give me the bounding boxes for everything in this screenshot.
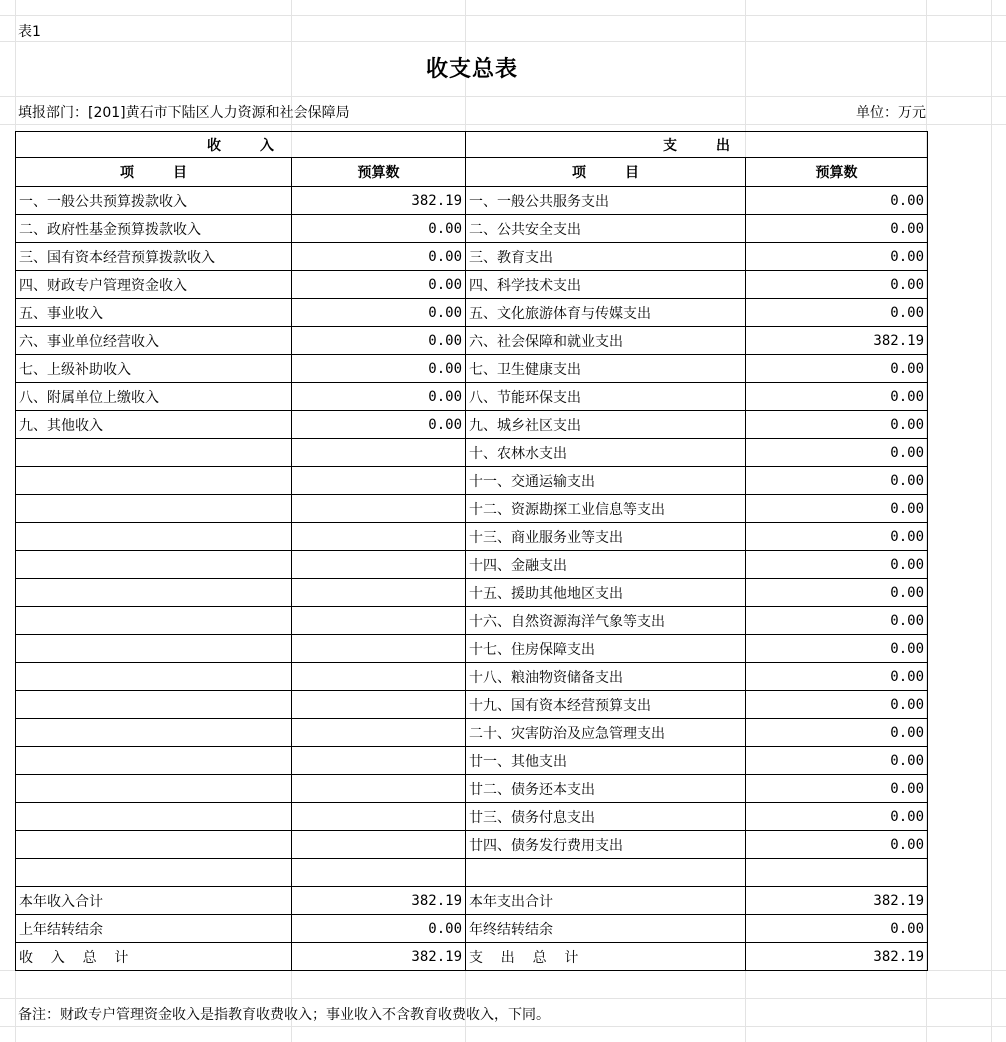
expense-budget-cell: 0.00 bbox=[746, 467, 928, 495]
income-budget-cell bbox=[292, 579, 466, 607]
table-number-label: 表1 bbox=[18, 24, 41, 40]
income-budget-cell: 0.00 bbox=[292, 243, 466, 271]
table-row bbox=[16, 411, 928, 439]
expense-budget-cell: 382.19 bbox=[746, 943, 928, 971]
income-item-cell: 三、国有资本经营预算拨款收入 bbox=[16, 243, 292, 271]
expense-item-cell: 二、公共安全支出 bbox=[466, 215, 746, 243]
expense-item-cell: 廿三、债务付息支出 bbox=[466, 803, 746, 831]
income-budget-cell bbox=[292, 663, 466, 691]
expense-budget-cell: 0.00 bbox=[746, 411, 928, 439]
income-budget-cell bbox=[292, 607, 466, 635]
department-label: 填报部门：[201]黄石市下陆区人力资源和社会保障局 bbox=[18, 105, 350, 121]
table-row bbox=[16, 383, 928, 411]
table-row bbox=[16, 859, 928, 887]
table-row bbox=[16, 635, 928, 663]
expense-budget-cell: 0.00 bbox=[746, 635, 928, 663]
expense-item-cell: 六、社会保障和就业支出 bbox=[466, 327, 746, 355]
expense-budget-cell: 0.00 bbox=[746, 495, 928, 523]
table-row bbox=[16, 691, 928, 719]
expense-item-cell: 廿一、其他支出 bbox=[466, 747, 746, 775]
income-item-cell bbox=[16, 635, 292, 663]
column-header-row bbox=[16, 158, 928, 187]
table-row bbox=[16, 887, 928, 915]
income-item-cell bbox=[16, 775, 292, 803]
income-item-cell: 本年收入合计 bbox=[16, 887, 292, 915]
expense-budget-cell: 0.00 bbox=[746, 215, 928, 243]
expense-budget-cell: 0.00 bbox=[746, 383, 928, 411]
table-row bbox=[16, 663, 928, 691]
expense-budget-cell: 0.00 bbox=[746, 271, 928, 299]
table-row bbox=[16, 243, 928, 271]
income-budget-cell bbox=[292, 467, 466, 495]
expense-budget-cell: 382.19 bbox=[746, 887, 928, 915]
expense-item-cell bbox=[466, 859, 746, 887]
income-budget-cell bbox=[292, 439, 466, 467]
income-budget-cell: 382.19 bbox=[292, 187, 466, 215]
income-budget-cell bbox=[292, 747, 466, 775]
income-item-cell: 四、财政专户管理资金收入 bbox=[16, 271, 292, 299]
expense-item-cell: 十九、国有资本经营预算支出 bbox=[466, 691, 746, 719]
table-row bbox=[16, 495, 928, 523]
income-budget-cell bbox=[292, 859, 466, 887]
expense-item-cell: 十三、商业服务业等支出 bbox=[466, 523, 746, 551]
income-budget-cell bbox=[292, 719, 466, 747]
income-item-cell bbox=[16, 439, 292, 467]
income-budget-cell: 0.00 bbox=[292, 915, 466, 943]
expense-budget-cell: 0.00 bbox=[746, 299, 928, 327]
income-budget-cell: 0.00 bbox=[292, 215, 466, 243]
expense-item-cell: 三、教育支出 bbox=[466, 243, 746, 271]
expense-item-cell: 支 出 总 计 bbox=[466, 943, 746, 971]
income-expense-table bbox=[15, 131, 928, 971]
table-row bbox=[16, 271, 928, 299]
section-header-row bbox=[16, 132, 928, 158]
income-budget-cell bbox=[292, 635, 466, 663]
expense-item-cell: 七、卫生健康支出 bbox=[466, 355, 746, 383]
income-item-cell bbox=[16, 467, 292, 495]
expense-section-header: 支 出 bbox=[466, 132, 928, 158]
unit-label: 单位：万元 bbox=[856, 105, 926, 121]
expense-item-cell: 十六、自然资源海洋气象等支出 bbox=[466, 607, 746, 635]
income-item-cell bbox=[16, 663, 292, 691]
income-section-header: 收 入 bbox=[16, 132, 466, 158]
income-budget-cell: 0.00 bbox=[292, 383, 466, 411]
expense-item-cell: 年终结转结余 bbox=[466, 915, 746, 943]
table-row bbox=[16, 215, 928, 243]
income-item-cell: 收 入 总 计 bbox=[16, 943, 292, 971]
expense-budget-cell: 0.00 bbox=[746, 915, 928, 943]
income-item-cell: 五、事业收入 bbox=[16, 299, 292, 327]
income-item-cell bbox=[16, 523, 292, 551]
expense-item-cell: 十七、住房保障支出 bbox=[466, 635, 746, 663]
income-item-cell: 上年结转结余 bbox=[16, 915, 292, 943]
table-row bbox=[16, 943, 928, 971]
expense-item-cell: 廿四、债务发行费用支出 bbox=[466, 831, 746, 859]
income-item-cell bbox=[16, 551, 292, 579]
table-row bbox=[16, 747, 928, 775]
table-row bbox=[16, 579, 928, 607]
table-row bbox=[16, 551, 928, 579]
table-row bbox=[16, 327, 928, 355]
expense-item-cell: 十五、援助其他地区支出 bbox=[466, 579, 746, 607]
expense-budget-cell: 0.00 bbox=[746, 607, 928, 635]
expense-item-cell: 五、文化旅游体育与传媒支出 bbox=[466, 299, 746, 327]
income-item-cell bbox=[16, 691, 292, 719]
income-item-cell bbox=[16, 495, 292, 523]
expense-budget-cell bbox=[746, 859, 928, 887]
table-row bbox=[16, 775, 928, 803]
table-row bbox=[16, 355, 928, 383]
income-budget-cell: 0.00 bbox=[292, 299, 466, 327]
expense-budget-cell: 0.00 bbox=[746, 355, 928, 383]
income-budget-cell bbox=[292, 551, 466, 579]
income-item-cell bbox=[16, 747, 292, 775]
income-item-cell bbox=[16, 803, 292, 831]
table-row bbox=[16, 831, 928, 859]
expense-budget-cell: 0.00 bbox=[746, 579, 928, 607]
expense-item-cell: 一、一般公共服务支出 bbox=[466, 187, 746, 215]
remark-note: 备注：财政专户管理资金收入是指教育收费收入；事业收入不含教育收费收入，下同。 bbox=[18, 1007, 550, 1023]
income-budget-cell bbox=[292, 831, 466, 859]
income-budget-cell: 382.19 bbox=[292, 887, 466, 915]
table-row bbox=[16, 187, 928, 215]
expense-budget-cell: 0.00 bbox=[746, 663, 928, 691]
income-budget-cell bbox=[292, 691, 466, 719]
expense-item-cell: 本年支出合计 bbox=[466, 887, 746, 915]
expense-item-cell: 十四、金融支出 bbox=[466, 551, 746, 579]
table-row bbox=[16, 439, 928, 467]
income-item-cell bbox=[16, 831, 292, 859]
income-budget-cell: 0.00 bbox=[292, 327, 466, 355]
income-item-cell bbox=[16, 719, 292, 747]
expense-budget-cell: 0.00 bbox=[746, 775, 928, 803]
income-budget-cell: 382.19 bbox=[292, 943, 466, 971]
expense-item-cell: 十二、资源勘探工业信息等支出 bbox=[466, 495, 746, 523]
income-item-cell: 八、附属单位上缴收入 bbox=[16, 383, 292, 411]
income-budget-cell: 0.00 bbox=[292, 271, 466, 299]
income-budget-cell bbox=[292, 803, 466, 831]
expense-budget-cell: 0.00 bbox=[746, 719, 928, 747]
income-budget-cell bbox=[292, 775, 466, 803]
table-row bbox=[16, 607, 928, 635]
income-budget-cell bbox=[292, 523, 466, 551]
income-budget-cell: 0.00 bbox=[292, 355, 466, 383]
expense-budget-cell: 0.00 bbox=[746, 747, 928, 775]
income-item-cell: 九、其他收入 bbox=[16, 411, 292, 439]
expense-budget-cell: 382.19 bbox=[746, 327, 928, 355]
table-row bbox=[16, 915, 928, 943]
expense-budget-cell: 0.00 bbox=[746, 831, 928, 859]
table-row bbox=[16, 523, 928, 551]
income-item-cell bbox=[16, 859, 292, 887]
expense-item-cell: 十、农林水支出 bbox=[466, 439, 746, 467]
expense-budget-cell: 0.00 bbox=[746, 187, 928, 215]
table-row bbox=[16, 803, 928, 831]
expense-budget-cell: 0.00 bbox=[746, 439, 928, 467]
income-item-cell: 六、事业单位经营收入 bbox=[16, 327, 292, 355]
income-item-cell: 七、上级补助收入 bbox=[16, 355, 292, 383]
table-row bbox=[16, 299, 928, 327]
expense-item-cell: 四、科学技术支出 bbox=[466, 271, 746, 299]
expense-item-cell: 二十、灾害防治及应急管理支出 bbox=[466, 719, 746, 747]
expense-budget-cell: 0.00 bbox=[746, 551, 928, 579]
expense-item-cell: 廿二、债务还本支出 bbox=[466, 775, 746, 803]
income-item-cell: 一、一般公共预算拨款收入 bbox=[16, 187, 292, 215]
income-budget-cell: 0.00 bbox=[292, 411, 466, 439]
table-row bbox=[16, 719, 928, 747]
expense-budget-cell: 0.00 bbox=[746, 523, 928, 551]
expense-budget-header: 预算数 bbox=[746, 158, 928, 187]
income-item-header: 项 目 bbox=[16, 158, 292, 187]
table-row bbox=[16, 467, 928, 495]
expense-item-cell: 八、节能环保支出 bbox=[466, 383, 746, 411]
expense-budget-cell: 0.00 bbox=[746, 691, 928, 719]
income-item-cell bbox=[16, 579, 292, 607]
income-item-cell bbox=[16, 607, 292, 635]
income-item-cell: 二、政府性基金预算拨款收入 bbox=[16, 215, 292, 243]
expense-budget-cell: 0.00 bbox=[746, 243, 928, 271]
expense-budget-cell: 0.00 bbox=[746, 803, 928, 831]
expense-item-cell: 九、城乡社区支出 bbox=[466, 411, 746, 439]
expense-item-header: 项 目 bbox=[466, 158, 746, 187]
expense-item-cell: 十一、交通运输支出 bbox=[466, 467, 746, 495]
expense-item-cell: 十八、粮油物资储备支出 bbox=[466, 663, 746, 691]
income-budget-header: 预算数 bbox=[292, 158, 466, 187]
page-title: 收支总表 bbox=[425, 57, 518, 82]
income-budget-cell bbox=[292, 495, 466, 523]
